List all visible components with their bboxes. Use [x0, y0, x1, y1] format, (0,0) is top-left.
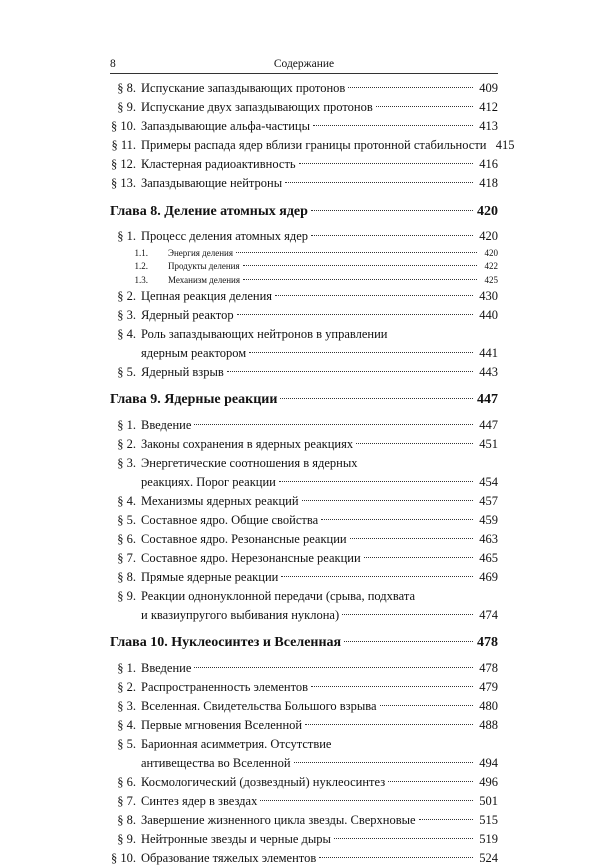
dot-leader [302, 487, 473, 501]
toc-entry-title: Энергетические соотношения в ядерных [141, 455, 358, 470]
toc-page-number: 479 [479, 680, 498, 695]
dot-leader [350, 525, 473, 539]
toc-entry-number: § 1. [117, 229, 136, 244]
dot-leader [311, 674, 473, 688]
dot-leader [356, 431, 473, 445]
toc-entry-number: § 11. [111, 137, 136, 152]
toc-page-number: 420 [484, 247, 498, 258]
dot-leader [260, 788, 473, 802]
toc-entry-number: § 2. [117, 437, 136, 451]
toc-entry-title: Запаздывающие альфа-частицы [141, 118, 310, 133]
toc-entry-title: Кластерная радиоактивность [141, 156, 296, 171]
dot-leader [280, 384, 473, 399]
toc-section-entry [110, 435, 498, 454]
toc-entry-title: Глава 8. Деление атомных ядер [110, 203, 308, 219]
toc-page-number: 465 [479, 551, 498, 566]
toc-section-entry [110, 568, 498, 587]
toc-entry-number: 1.2. [134, 261, 148, 272]
toc-section-entry [110, 716, 498, 735]
table-of-contents [110, 78, 515, 868]
toc-chapter-entry [110, 631, 498, 653]
toc-page-number: 451 [479, 437, 498, 451]
toc-entry-title: Барионная асимметрия. Отсутствие [141, 736, 332, 751]
dot-leader [243, 270, 477, 280]
toc-entry-title: Механизмы ядерных реакций [141, 493, 299, 508]
toc-page-number: 418 [479, 175, 498, 190]
dot-leader [194, 411, 473, 425]
toc-entry-title: Цепная реакция деления [141, 288, 273, 303]
toc-section-entry [110, 116, 498, 135]
toc-section-entry [110, 362, 498, 381]
toc-entry-number: § 9. [117, 832, 136, 847]
toc-entry-title: Испускание запаздывающих протонов [141, 80, 346, 95]
toc-entry-number: § 8. [117, 813, 136, 828]
toc-page-number: 415 [495, 137, 515, 152]
toc-entry-title: Механизм деления [168, 274, 240, 285]
dot-leader [281, 564, 473, 578]
dot-leader [236, 243, 477, 253]
dot-leader [348, 74, 473, 88]
toc-entry-title: Ядерный взрыв [141, 364, 224, 379]
dot-leader [243, 256, 477, 266]
toc-entry-title: Прямые ядерные реакции [141, 570, 279, 585]
dot-leader [194, 654, 473, 668]
dot-leader [321, 506, 473, 520]
toc-page-number: 425 [484, 274, 498, 285]
toc-entry-number: § 3. [117, 699, 136, 714]
toc-page-number: 441 [479, 345, 498, 360]
toc-entry-number: § 4. [117, 326, 136, 341]
toc-entry-number: § 3. [117, 455, 136, 470]
toc-entry-number: § 7. [117, 794, 136, 809]
toc-entry-title: Глава 10. Нуклеосинтез и Вселенная [110, 635, 342, 651]
dot-leader [279, 468, 473, 482]
toc-entry-number: 1.3. [134, 274, 148, 285]
toc-entry-number: § 6. [117, 531, 136, 546]
toc-entry-number: § 9. [117, 99, 136, 114]
toc-entry-title: антивещества во Вселенной [141, 755, 291, 770]
toc-page-number: 412 [479, 99, 498, 114]
toc-entry-number: § 8. [117, 80, 136, 95]
toc-entry-title: Составное ядро. Общие свойства [141, 512, 319, 527]
toc-page-number: 416 [479, 156, 498, 171]
toc-page-number: 430 [479, 288, 498, 303]
toc-page-number: 519 [479, 832, 498, 847]
toc-entry-number: § 2. [117, 680, 136, 695]
toc-entry-title: Продукты деления [168, 261, 240, 272]
toc-entry-title: Нейтронные звезды и черные дыры [141, 832, 331, 847]
toc-entry-number: § 5. [117, 364, 136, 379]
running-header [110, 56, 498, 72]
dot-leader [294, 749, 473, 763]
toc-entry-title: Процесс деления атомных ядер [141, 229, 309, 244]
toc-entry-number: § 4. [117, 718, 136, 733]
toc-entry-number: § 6. [117, 775, 136, 789]
toc-section-entry [110, 306, 498, 325]
toc-entry-title: Запаздывающие нейтроны [141, 175, 283, 190]
toc-page-number: 478 [479, 660, 498, 675]
toc-entry-number: § 10. [111, 118, 136, 133]
toc-entry-title: Завершение жизненного цикла звезды. Сверхновые [141, 813, 416, 828]
toc-entry-title: Глава 9. Ядерные реакции [110, 392, 278, 408]
toc-page-number: 480 [479, 699, 498, 714]
toc-page-number: 488 [479, 718, 498, 733]
toc-entry-title: Ядерный реактор [141, 308, 234, 323]
toc-page-number: 515 [479, 813, 498, 828]
toc-page-number: 457 [479, 493, 498, 508]
toc-entry-title: и квазиупругого выбивания нуклона) [141, 607, 340, 622]
dot-leader [311, 196, 473, 211]
toc-chapter-entry [110, 200, 498, 222]
toc-page-number: 496 [479, 775, 498, 789]
toc-entry-number: § 3. [117, 308, 136, 323]
toc-entry-number: § 1. [117, 660, 136, 675]
toc-entry-title: Составное ядро. Резонансные реакции [141, 531, 347, 546]
toc-entry-number: 1.1. [134, 247, 148, 258]
toc-entry-title: Вселенная. Свидетельства Большого взрыва [141, 699, 377, 714]
dot-leader [249, 339, 473, 353]
dot-leader [376, 93, 473, 107]
toc-entry-title: Примеры распада ядер вблизи границы протонной стабильности [141, 137, 487, 152]
toc-entry-title: Составное ядро. Нерезонансные реакции [141, 551, 361, 566]
toc-entry-title: ядерным реактором [141, 345, 247, 360]
toc-entry-number: § 12. [111, 156, 136, 171]
toc-entry-number: § 7. [117, 551, 136, 566]
toc-entry-title: Энергия деления [168, 247, 233, 258]
dot-leader [364, 545, 473, 559]
toc-entry-title: Испускание двух запаздывающих протонов [141, 99, 373, 114]
dot-leader [299, 150, 473, 164]
toc-page-number: 420 [479, 229, 498, 244]
toc-entry-title: Образование тяжелых элементов [141, 851, 317, 866]
toc-section-entry [110, 849, 498, 868]
toc-page-number: 409 [479, 80, 498, 95]
toc-section-entry [110, 173, 498, 192]
dot-leader [313, 112, 473, 126]
toc-page-number: 443 [479, 364, 498, 379]
toc-entry-number: § 1. [117, 417, 136, 432]
toc-page-number: 447 [479, 417, 498, 432]
toc-entry-number: § 5. [117, 736, 136, 751]
toc-page-number: 494 [479, 755, 498, 770]
dot-leader [311, 223, 473, 237]
toc-page-number: 454 [479, 474, 498, 489]
toc-entry-title: Распространенность элементов [141, 680, 309, 695]
dot-leader [319, 845, 473, 859]
dot-leader [334, 826, 473, 840]
toc-entry-title: Роль запаздывающих нейтронов в управлении [141, 326, 388, 341]
dot-leader [342, 601, 473, 615]
running-title: Содержание [273, 58, 335, 70]
dot-leader [305, 712, 473, 726]
dot-leader [227, 358, 473, 372]
toc-page-number: 463 [479, 531, 498, 546]
toc-page-number: 422 [484, 261, 498, 272]
toc-entry-title: Реакции однонуклонной передачи (срыва, подхвата [141, 588, 416, 603]
dot-leader [275, 282, 473, 296]
toc-entry-number: § 4. [117, 493, 136, 508]
toc-page-number: 420 [477, 203, 498, 219]
toc-entry-title: Введение [141, 660, 192, 675]
toc-entry-title: реакциях. Порог реакции [141, 474, 276, 489]
dot-leader [419, 807, 473, 821]
dot-leader [344, 627, 473, 642]
toc-page-number: 440 [479, 308, 498, 323]
dot-leader [237, 302, 473, 316]
dot-leader [388, 769, 473, 783]
toc-page-number: 469 [479, 570, 498, 585]
toc-entry-title: Первые мгновения Вселенной [141, 718, 303, 733]
toc-entry-number: § 10. [111, 851, 136, 866]
toc-entry-title: Синтез ядер в звездах [141, 794, 258, 809]
toc-entry-title: Законы сохранения в ядерных реакциях [141, 437, 354, 451]
page-number: 8 [110, 58, 116, 70]
toc-page-number: 478 [477, 635, 498, 651]
toc-entry-number: § 13. [111, 175, 136, 190]
dot-leader [380, 693, 473, 707]
toc-entry-title: Введение [141, 417, 192, 432]
toc-page-number: 447 [477, 392, 498, 408]
toc-entry-number: § 5. [117, 512, 136, 527]
dot-leader [285, 169, 473, 183]
toc-entry-number: § 9. [117, 588, 136, 603]
toc-page-number: 524 [479, 851, 498, 866]
toc-entry-number: § 8. [117, 570, 136, 585]
toc-page-number: 501 [479, 794, 498, 809]
toc-entry-continuation [110, 605, 498, 624]
toc-page-number: 413 [479, 118, 498, 133]
toc-page-number: 474 [479, 607, 498, 622]
toc-page-number: 459 [479, 512, 498, 527]
toc-entry-number: § 2. [117, 288, 136, 303]
toc-chapter-entry [110, 388, 498, 410]
toc-entry-title: Космологический (дозвездный) нуклеосинтез [141, 775, 386, 789]
